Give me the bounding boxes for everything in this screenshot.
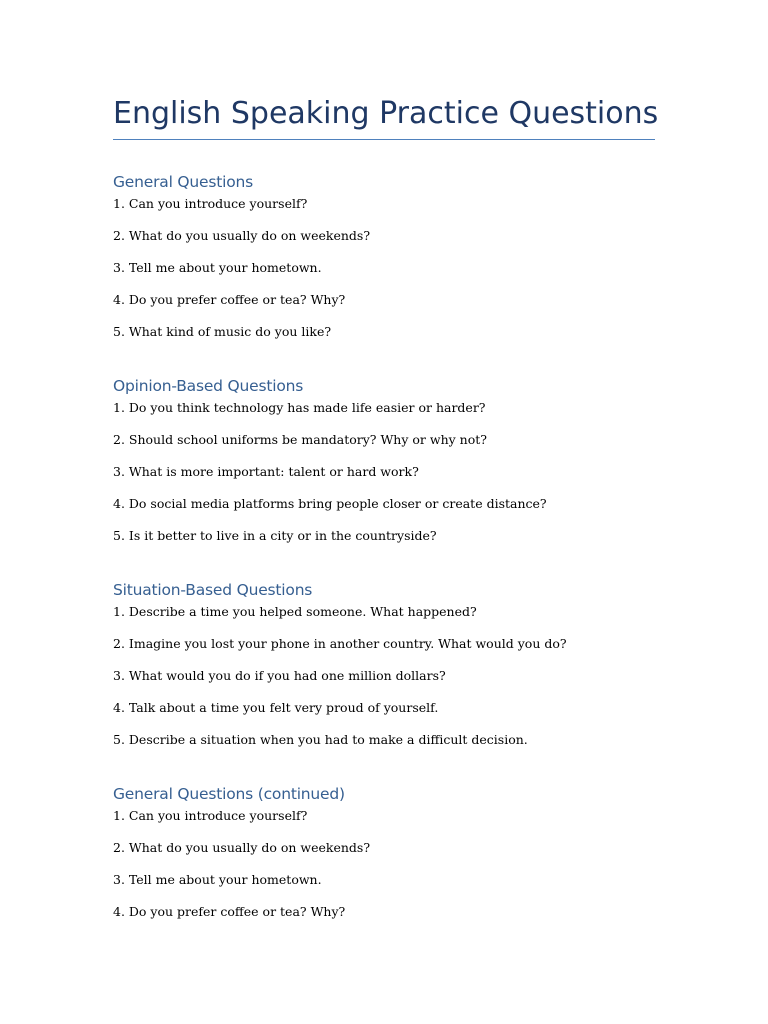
- question-item: 3. What would you do if you had one million dollars?: [113, 668, 446, 683]
- question-item: 3. What is more important: talent or hard work?: [113, 464, 419, 479]
- question-item: 1. Can you introduce yourself?: [113, 808, 308, 823]
- question-item: 2. What do you usually do on weekends?: [113, 228, 371, 243]
- section-situation-based-questions: [113, 579, 655, 761]
- section-opinion-based-questions: [113, 375, 655, 557]
- question-item: 3. Tell me about your hometown.: [113, 260, 322, 275]
- question-item: 4. Do social media platforms bring people closer or create distance?: [113, 496, 547, 511]
- question-item: 4. Talk about a time you felt very proud of yourself.: [113, 700, 439, 715]
- section-heading: Situation-Based Questions: [113, 581, 313, 599]
- section-heading: Opinion-Based Questions: [113, 377, 304, 395]
- question-item: 5. Is it better to live in a city or in the countryside?: [113, 528, 437, 543]
- question-item: 1. Describe a time you helped someone. What happened?: [113, 604, 477, 619]
- section-heading: General Questions: [113, 173, 254, 191]
- question-item: 2. What do you usually do on weekends?: [113, 840, 371, 855]
- question-item: 1. Do you think technology has made life easier or harder?: [113, 400, 486, 415]
- question-item: 4. Do you prefer coffee or tea? Why?: [113, 904, 346, 919]
- question-item: 5. What kind of music do you like?: [113, 324, 332, 339]
- question-item: 4. Do you prefer coffee or tea? Why?: [113, 292, 346, 307]
- question-list: [113, 397, 655, 557]
- question-list: [113, 805, 655, 933]
- title-underline: [113, 139, 655, 140]
- question-item: 2. Imagine you lost your phone in another country. What would you do?: [113, 636, 567, 651]
- question-list: [113, 193, 655, 353]
- question-item: 1. Can you introduce yourself?: [113, 196, 308, 211]
- section-general-questions: [113, 171, 655, 353]
- document-title: English Speaking Practice Questions: [113, 96, 659, 131]
- question-item: 3. Tell me about your hometown.: [113, 872, 322, 887]
- question-list: [113, 601, 655, 761]
- section-general-questions-continued: [113, 783, 655, 933]
- question-item: 5. Describe a situation when you had to make a difficult decision.: [113, 732, 528, 747]
- question-item: 2. Should school uniforms be mandatory? Why or why not?: [113, 432, 487, 447]
- section-heading: General Questions (continued): [113, 785, 345, 803]
